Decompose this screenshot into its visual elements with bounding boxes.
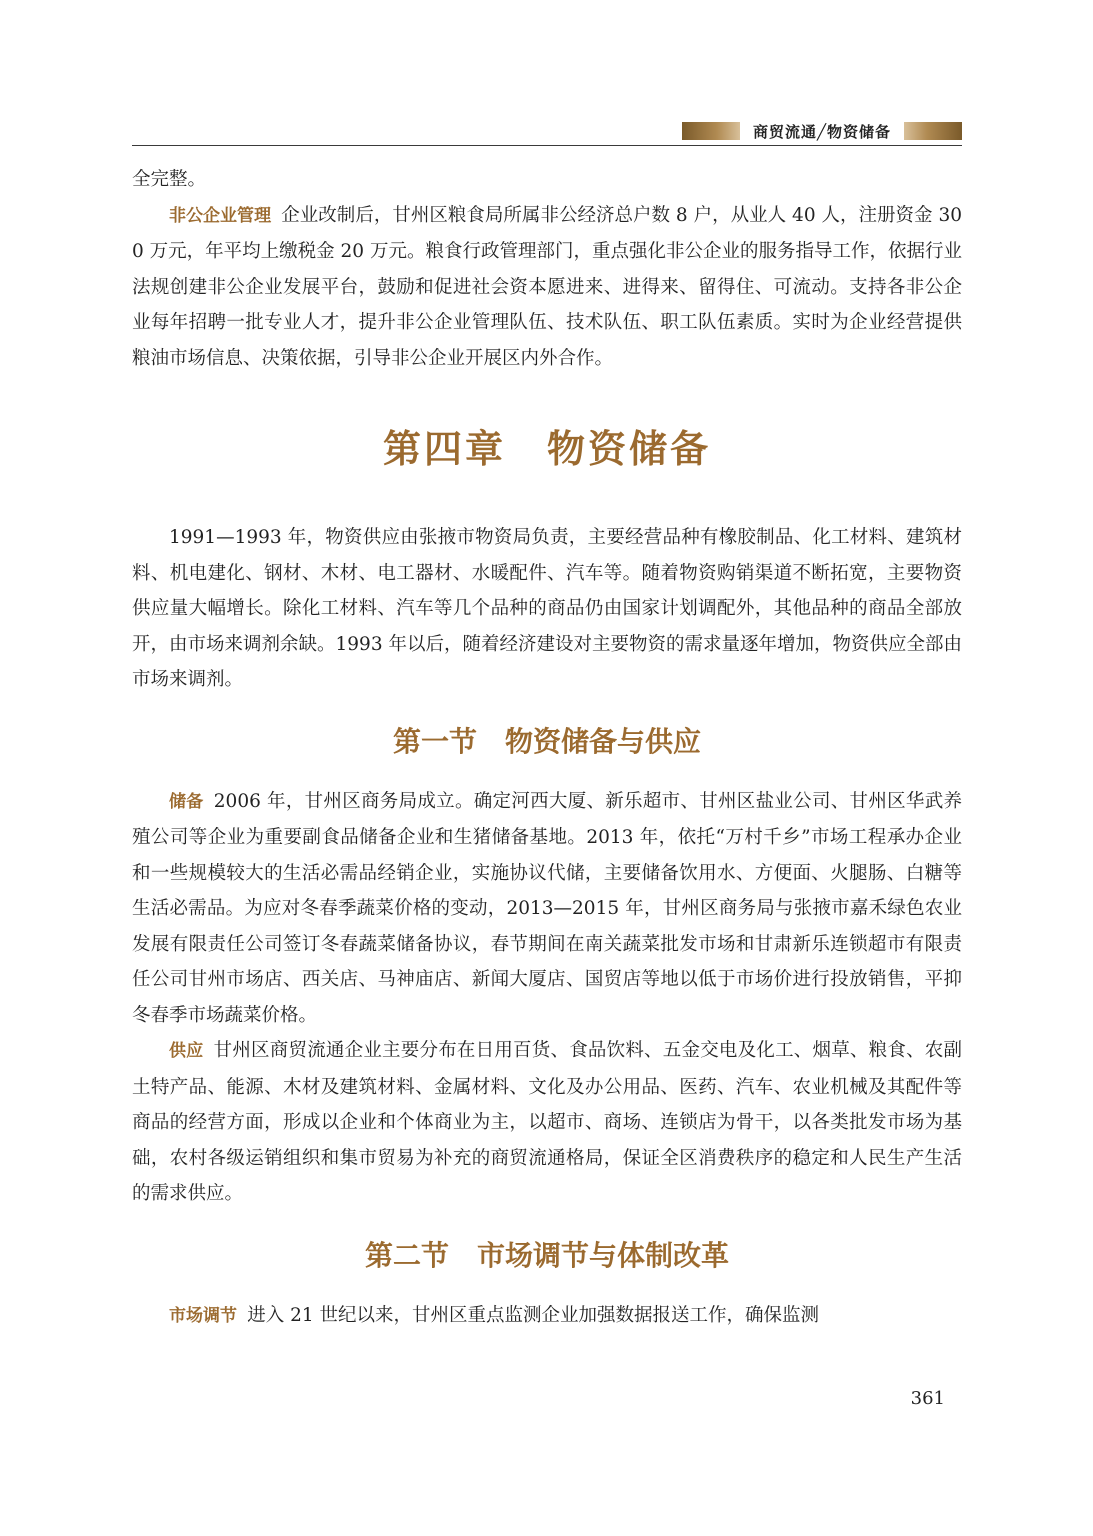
- paragraph-body: 甘州区商贸流通企业主要分布在日用百货、食品饮料、五金交电及化工、烟草、粮食、农副土特产品、能源、木材及建筑材料、金属材料、文化及办公用品、医药、汽车、农业机械及其配件等商品的经营方面，形成以企业和个体商业为主，以超市、商场、连锁店为骨干，以各类批发市场为基础，农村各级运销组织和集市贸易为补充的商贸流通格局，保证全区消费秩序的稳定和人民生产生活的需求供应。: [132, 1040, 962, 1204]
- paragraph-body: 企业改制后，甘州区粮食局所属非公经济总户数 8 户，从业人 40 人，注册资金 300 万元，年平均上缴税金 20 万元。粮食行政管理部门，重点强化非公企业的服务指导工作，依据行业法规创建非公企业发展平台，鼓励和促进社会资本愿进来、进得来、留得住、可流动。支持各非公企业每年招聘一批专业人才，提升非公企业管理队伍、技术队伍、职工队伍素质。实时为企业经营提供粮油市场信息、决策依据，引导非公企业开展区内外合作。: [132, 204, 962, 369]
- paragraph-continuation-text: 全完整。: [132, 169, 207, 190]
- chapter-title: 第四章 物资储备: [382, 427, 711, 471]
- paragraph-lead-term: 储备: [169, 791, 204, 812]
- running-header-title: 商贸流通╱物资储备: [752, 122, 892, 141]
- paragraph-lead-term: 供应: [169, 1041, 204, 1061]
- page-number: 361: [910, 1388, 945, 1409]
- header-decor-bar-right: [904, 122, 962, 140]
- paragraph-continuation: [132, 162, 962, 198]
- paragraph-lead-term: 市场调节: [169, 1305, 237, 1326]
- section-title-2: 第二节 市场调节与体制改革: [364, 1238, 729, 1272]
- paragraph-reserve: [132, 784, 962, 1034]
- paragraph-lead-term: 非公企业管理: [169, 205, 272, 226]
- paragraph-supply: [132, 1033, 962, 1212]
- paragraph-body: 1991—1993 年，物资供应由张掖市物资局负责，主要经营品种有橡胶制品、化工材料、建筑材料、机电建化、钢材、木材、电工器材、水暖配件、汽车等。随着物资购销渠道不断拓宽，主要物资供应量大幅增长。除化工材料、汽车等几个品种的商品仍由国家计划调配外，其他品种的商品全部放开，由市场来调剂余缺。1993 年以后，随着经济建设对主要物资的需求量逐年增加，物资供应全部由市场来调剂。: [132, 527, 962, 690]
- paragraph-body: 2006 年，甘州区商务局成立。确定河西大厦、新乐超市、甘州区盐业公司、甘州区华武养殖公司等企业为重要副食品储备企业和生猪储备基地。2013 年，依托“万村千乡”市场工程承办企业和一些规模较大的生活必需品经销企业，实施协议代储，主要储备饮用水、方便面、火腿肠、白糖等生活必需品。为应对冬春季蔬菜价格的变动，2013—2015 年，甘州区商务局与张掖市嘉禾绿色农业发展有限责任公司签订冬春蔬菜储备协议，春节期间在南关蔬菜批发市场和甘肃新乐连锁超市有限责任公司甘州市场店、西关店、马神庙店、新闻大厦店、国贸店等地以低于市场价进行投放销售，平抑冬春季市场蔬菜价格。: [132, 790, 963, 1026]
- header-decor-bar-left: [682, 122, 740, 140]
- running-header-box: [682, 120, 962, 142]
- paragraph-non-public-enterprise: [132, 198, 962, 377]
- page-content: [132, 162, 962, 1334]
- paragraph-body: 进入 21 世纪以来，甘州区重点监测企业加强数据报送工作，确保监测: [247, 1304, 819, 1326]
- header-rule: [132, 145, 962, 146]
- paragraph-market-regulation: [132, 1298, 962, 1335]
- paragraph-chapter-intro: [132, 520, 962, 698]
- section-title-1: 第一节 物资储备与供应: [392, 724, 701, 758]
- running-header: [132, 120, 962, 146]
